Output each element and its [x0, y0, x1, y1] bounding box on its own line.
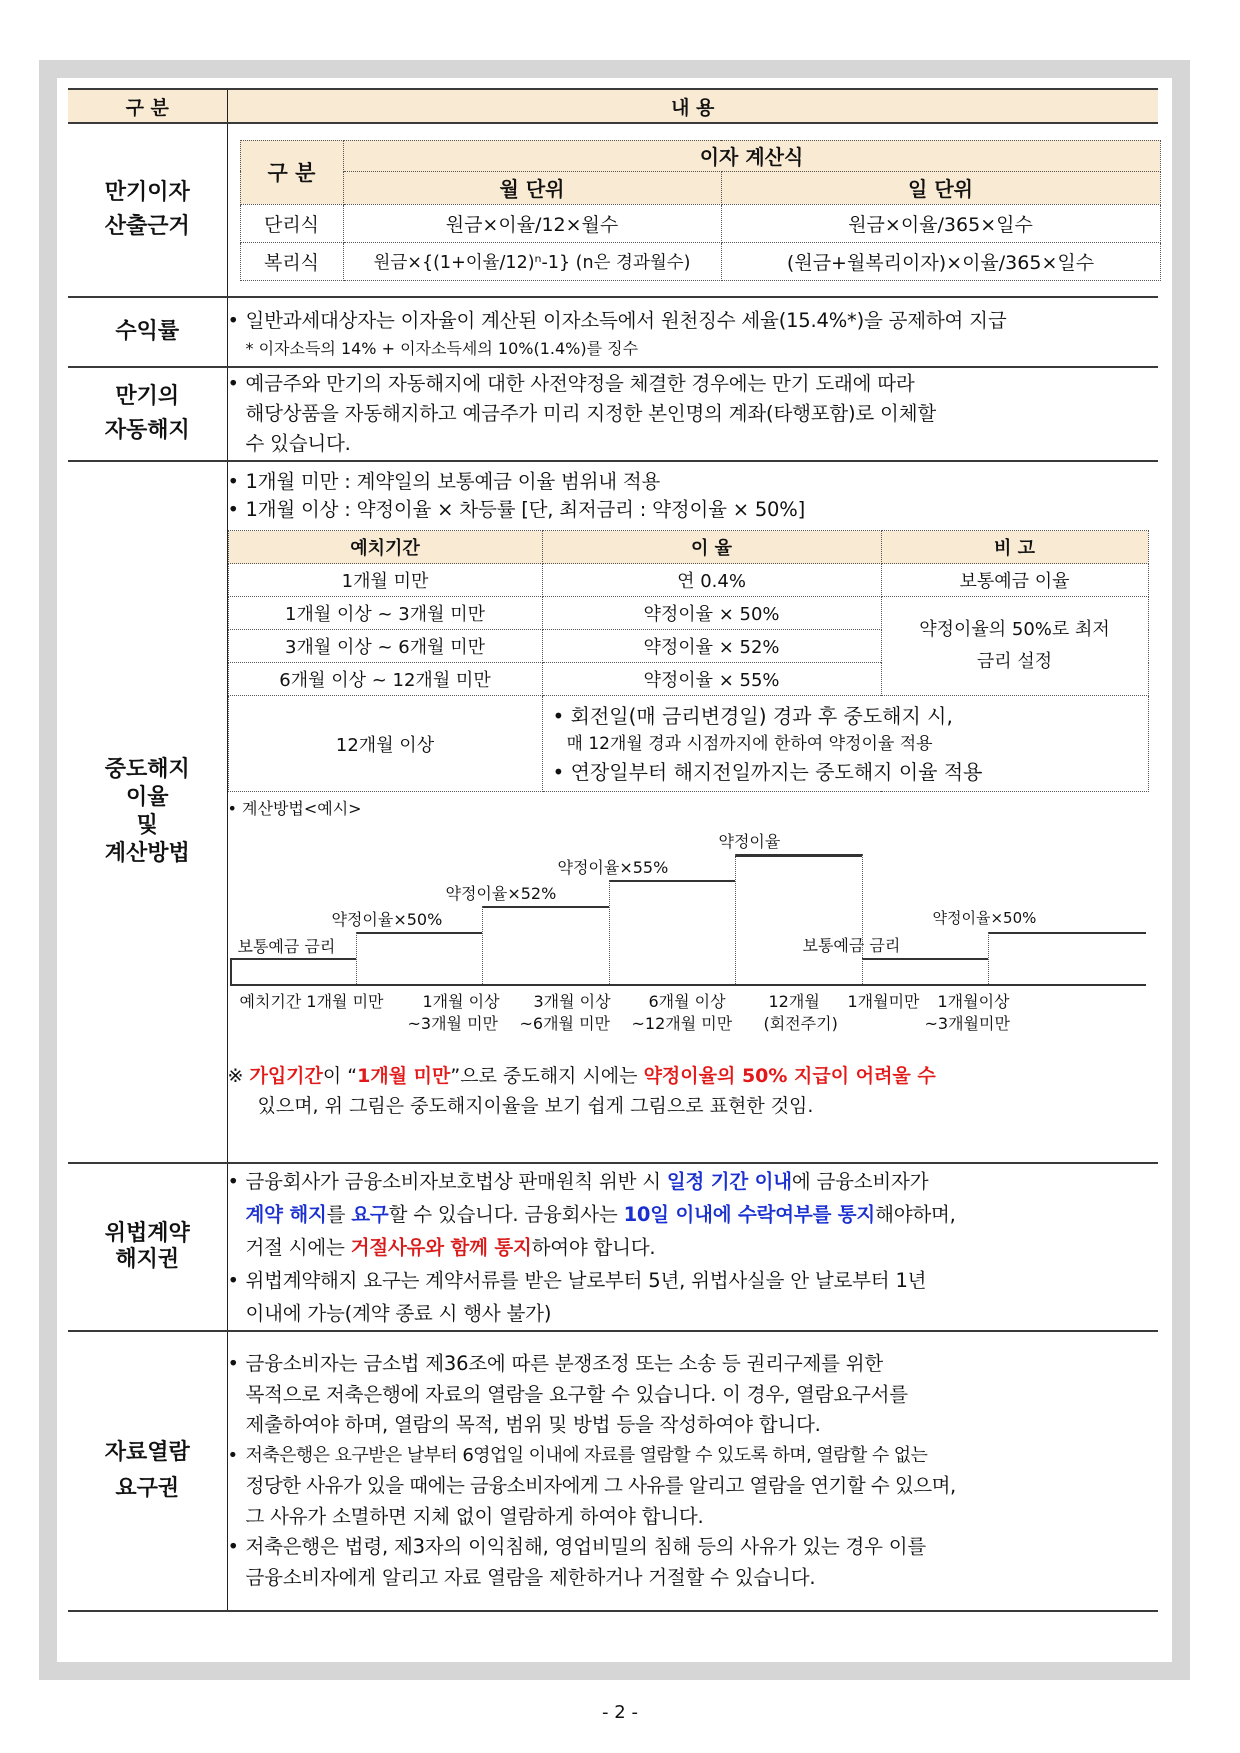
step-line — [988, 932, 1146, 934]
period-cell: 6개월 이상 ~ 12개월 미만 — [228, 663, 542, 696]
bullet-text: 금융소비자에게 알리고 자료 열람을 제한하거나 거절할 수 있습니다. — [245, 1565, 816, 1589]
bullet-text: 해야하며, — [875, 1202, 956, 1226]
step-label: 약정이율×50% — [331, 910, 443, 929]
divider-line — [735, 854, 736, 984]
rate-cell: 연 0.4% — [542, 564, 881, 597]
label-line: 요구권 — [115, 1476, 180, 1501]
bullet-continuation — [228, 1231, 1159, 1264]
step-line — [482, 906, 609, 908]
rule-text: 매 12개월 경과 시점까지에 한하여 약정이율 적용 — [566, 733, 933, 754]
note-line: 약정이율의 50%로 최저 — [919, 619, 1110, 640]
formula-type: 단리식 — [240, 204, 343, 242]
step-line — [230, 958, 356, 960]
axis-label: 3개월 이상 — [533, 992, 611, 1011]
step-label: 보통예금 금리 — [237, 937, 336, 956]
divider-line — [482, 906, 483, 984]
axis-label: 1개월이상 — [937, 992, 1010, 1011]
row-content — [227, 123, 1158, 297]
bullet-item — [228, 496, 1159, 524]
rule-text: 연장일부터 해지전일까지는 중도해지 이율 적용 — [570, 759, 983, 784]
step-label: 약정이율×52% — [445, 884, 557, 903]
interest-formula-table — [240, 140, 1161, 281]
bullet-icon: • — [227, 1535, 239, 1558]
highlight-text: 계약 해지 — [245, 1202, 327, 1226]
bullet-icon: • — [227, 1268, 239, 1292]
axis-label: 예치기간 1개월 미만 — [239, 992, 384, 1011]
axis-line — [230, 959, 232, 985]
row-content — [227, 297, 1158, 367]
bullet-text: 금융소비자는 금소법 제36조에 따른 분쟁조정 또는 소송 등 권리구제를 위한 — [245, 1352, 884, 1375]
bullet-icon: • — [227, 1444, 238, 1466]
label-line: 자동해지 — [104, 418, 190, 443]
bullet-text: 위법계약해지 요구는 계약서류를 받은 날로부터 5년, 위법사실을 안 날로부터 1년 — [245, 1268, 927, 1292]
bullet-text: 그 사유가 소멸하면 지체 없이 열람하게 하여야 합니다. — [245, 1504, 704, 1528]
bullet-icon: • — [552, 759, 571, 784]
axis-label: ~12개월 미만 — [631, 1014, 733, 1033]
row-maturity-interest — [68, 123, 1158, 297]
label-line: 해지권 — [115, 1247, 180, 1272]
formula-type: 복리식 — [240, 242, 343, 280]
row-label — [68, 123, 227, 297]
bullet-item — [228, 1165, 1159, 1198]
bullet-text: 정당한 사유가 있을 때에는 금융소비자에게 그 사유를 알리고 열람을 연기할 수 있으며, — [245, 1474, 956, 1497]
warning-text: ”으로 중도해지 시에는 — [450, 1065, 644, 1087]
step-line — [862, 958, 988, 960]
bullet-text: 1개월 미만 : 계약일의 보통예금 이율 범위내 적용 — [245, 470, 661, 493]
bullet-icon: • — [227, 308, 239, 332]
rule-text: 회전일(매 금리변경일) 경과 후 중도해지 시, — [570, 703, 953, 728]
row-label — [68, 367, 227, 461]
highlight-text: 거절사유와 함께 통지 — [350, 1235, 532, 1259]
bullet-item — [228, 468, 1159, 496]
highlight-text: 일정 기간 이내 — [666, 1169, 792, 1193]
bullet-icon: • — [227, 799, 243, 818]
rotation-rule-cell — [542, 696, 1148, 792]
bullet-text: 이내에 가능(계약 종료 시 행사 불가) — [245, 1301, 552, 1325]
warning-note — [228, 1061, 1159, 1121]
bullet-text: 저축은행은 요구받은 날부터 6영업일 이내에 자료를 열람할 수 있도록 하며, 열람할 수 없는 — [245, 1444, 928, 1466]
bullet-item — [228, 369, 1159, 399]
bullet-icon: • — [227, 1169, 239, 1193]
bullet-icon: • — [227, 498, 239, 521]
axis-label: 1개월 이상 — [422, 992, 500, 1011]
bullet-text: 목적으로 저축은행에 자료의 열람을 요구할 수 있습니다. 이 경우, 열람요구서를 — [245, 1382, 908, 1406]
divider-line — [988, 932, 989, 984]
bullet-continuation — [228, 1198, 1159, 1231]
bullet-text: 수 있습니다. — [245, 432, 351, 455]
rule-item — [553, 758, 1148, 786]
label-line: 만기의 — [115, 384, 180, 409]
bullet-text: 저축은행은 법령, 제3자의 이익침해, 영업비밀의 침해 등의 사유가 있는 경우 이를 — [245, 1535, 927, 1558]
sub-header-daily: 일 단위 — [721, 171, 1160, 204]
bullet-text: 금융회사가 금융소비자보호법상 판매원칙 위반 시 — [245, 1169, 667, 1193]
step-label: 약정이율×55% — [557, 858, 669, 877]
bullet-text: 거절 시에는 — [245, 1235, 351, 1259]
divider-line — [356, 932, 357, 984]
row-content — [227, 1331, 1158, 1611]
row-label — [68, 1331, 227, 1611]
bullet-text: 제출하여야 하며, 열람의 목적, 범위 및 방법 등을 작성하여야 합니다. — [245, 1413, 821, 1436]
bullet-text: 에 금융소비자가 — [791, 1169, 929, 1193]
period-cell: 12개월 이상 — [228, 696, 542, 792]
label-line: 중도해지 — [104, 757, 190, 782]
bullet-text: 일반과세대상자는 이자율이 계산된 이자소득에서 원천징수 세율(15.4%*)을 공제하여 지급 — [245, 308, 1007, 332]
bullet-item — [228, 1349, 1159, 1380]
axis-label: ~6개월 미만 — [519, 1014, 610, 1033]
sub-header-monthly: 월 단위 — [343, 171, 721, 204]
method-title — [228, 796, 1159, 819]
bullet-icon: • — [227, 1352, 239, 1375]
axis-label: ~3개월미만 — [924, 1014, 1010, 1033]
warning-highlight: 가입기간 — [249, 1065, 323, 1087]
product-info-table — [68, 88, 1158, 1612]
step-label: 약정이율×50% — [932, 909, 1037, 927]
step-rate-diagram — [228, 819, 1188, 1069]
axis-label: (회전주기) — [763, 1014, 838, 1033]
header-period: 예치기간 — [228, 531, 542, 564]
header-note: 비 고 — [881, 531, 1148, 564]
label-line: 산출근거 — [104, 214, 190, 239]
step-line — [609, 880, 735, 882]
bullet-text: 예금주와 만기의 자동해지에 대한 사전약정을 체결한 경우에는 만기 도래에 따라 — [245, 372, 915, 395]
label-line: 계산방법 — [104, 841, 190, 866]
method-title-text: 계산방법<예시> — [242, 799, 362, 818]
formula-daily: (원금+월복리이자)×이율/365×일수 — [721, 242, 1160, 280]
row-illegal-contract — [68, 1163, 1158, 1331]
label-line: 위법계약 — [104, 1221, 190, 1246]
note-line: 금리 설정 — [976, 651, 1053, 672]
bullet-text: 해당상품을 자동해지하고 예금주가 미리 지정한 본인명의 계좌(타행포함)로 이체할 — [245, 402, 936, 425]
row-data-access — [68, 1331, 1158, 1611]
bullet-text: 1개월 이상 : 약정이율 × 차등률 [단, 최저금리 : 약정이율 × 50%] — [245, 498, 806, 521]
label-line: 만기이자 — [104, 180, 190, 205]
header-rate: 이 율 — [542, 531, 881, 564]
row-auto-termination — [68, 367, 1158, 461]
row-content — [227, 1163, 1158, 1331]
bullet-icon: • — [227, 372, 239, 395]
rate-cell: 약정이율 × 50% — [542, 597, 881, 630]
rate-cell: 약정이율 × 55% — [542, 663, 881, 696]
step-line — [735, 854, 862, 857]
row-content — [227, 461, 1158, 1163]
label-line: 자료열람 — [104, 1440, 190, 1465]
axis-label: 1개월미만 — [847, 992, 920, 1011]
step-label: 보통예금 금리 — [802, 936, 901, 955]
row-label: 수익률 — [68, 297, 227, 367]
bullet-item — [228, 1264, 1159, 1297]
sub-header-formula: 이자 계산식 — [343, 140, 1160, 171]
reference-mark: ※ — [227, 1065, 244, 1087]
bullet-text: 를 — [326, 1202, 352, 1226]
axis-label: 12개월 — [768, 992, 820, 1011]
warning-text: 이 “ — [322, 1065, 358, 1087]
row-content — [227, 367, 1158, 461]
label-line: 및 — [136, 813, 158, 838]
highlight-text: 10일 이내에 수락여부를 통지 — [623, 1202, 876, 1226]
table-header-row — [68, 89, 1158, 123]
rate-cell: 약정이율 × 52% — [542, 630, 881, 663]
formula-monthly: 원금×이율/12×월수 — [343, 204, 721, 242]
bullet-item — [228, 1532, 1159, 1563]
highlight-text: 요구 — [351, 1202, 389, 1226]
step-label: 약정이율 — [718, 832, 781, 851]
header-content: 내 용 — [671, 96, 715, 119]
bullet-item — [228, 304, 1159, 337]
early-rate-table — [228, 530, 1149, 792]
axis-label: ~3개월 미만 — [407, 1014, 498, 1033]
divider-line — [609, 880, 610, 984]
divider-line — [862, 854, 863, 984]
period-cell: 1개월 이상 ~ 3개월 미만 — [228, 597, 542, 630]
sub-header-category: 구 분 — [240, 140, 343, 204]
page-number: - 2 - — [602, 1702, 638, 1723]
warning-highlight: 약정이율의 50% 지급이 어려울 수 — [643, 1065, 936, 1087]
bullet-item — [228, 1441, 1159, 1472]
formula-monthly: 원금×{(1+이율/12)ⁿ-1} (n은 경과월수) — [343, 242, 721, 280]
row-label — [68, 1163, 227, 1331]
baseline — [230, 984, 1146, 986]
rule-item — [553, 702, 1148, 730]
row-label — [68, 461, 227, 1163]
step-line — [356, 932, 482, 934]
bullet-icon: • — [552, 703, 571, 728]
row-early-termination — [68, 461, 1158, 1163]
label-line: 이율 — [125, 785, 169, 810]
bullet-text: 하여야 합니다. — [531, 1235, 656, 1259]
warning-highlight: 1개월 미만 — [357, 1065, 451, 1087]
period-cell: 3개월 이상 ~ 6개월 미만 — [228, 630, 542, 663]
merged-note-cell — [881, 597, 1148, 696]
formula-daily: 원금×이율/365×일수 — [721, 204, 1160, 242]
note-cell: 보통예금 이율 — [881, 564, 1148, 597]
period-cell: 1개월 미만 — [228, 564, 542, 597]
bullet-icon: • — [227, 470, 239, 493]
warning-text: 있으며, 위 그림은 중도해지이율을 보기 쉽게 그림으로 표현한 것임. — [257, 1095, 814, 1117]
axis-label: 6개월 이상 — [648, 992, 726, 1011]
bullet-text: 할 수 있습니다. 금융회사는 — [388, 1202, 624, 1226]
row-yield — [68, 297, 1158, 367]
footnote: * 이자소득의 14% + 이자소득세의 10%(1.4%)를 징수 — [245, 338, 639, 358]
header-category: 구 분 — [68, 89, 227, 123]
